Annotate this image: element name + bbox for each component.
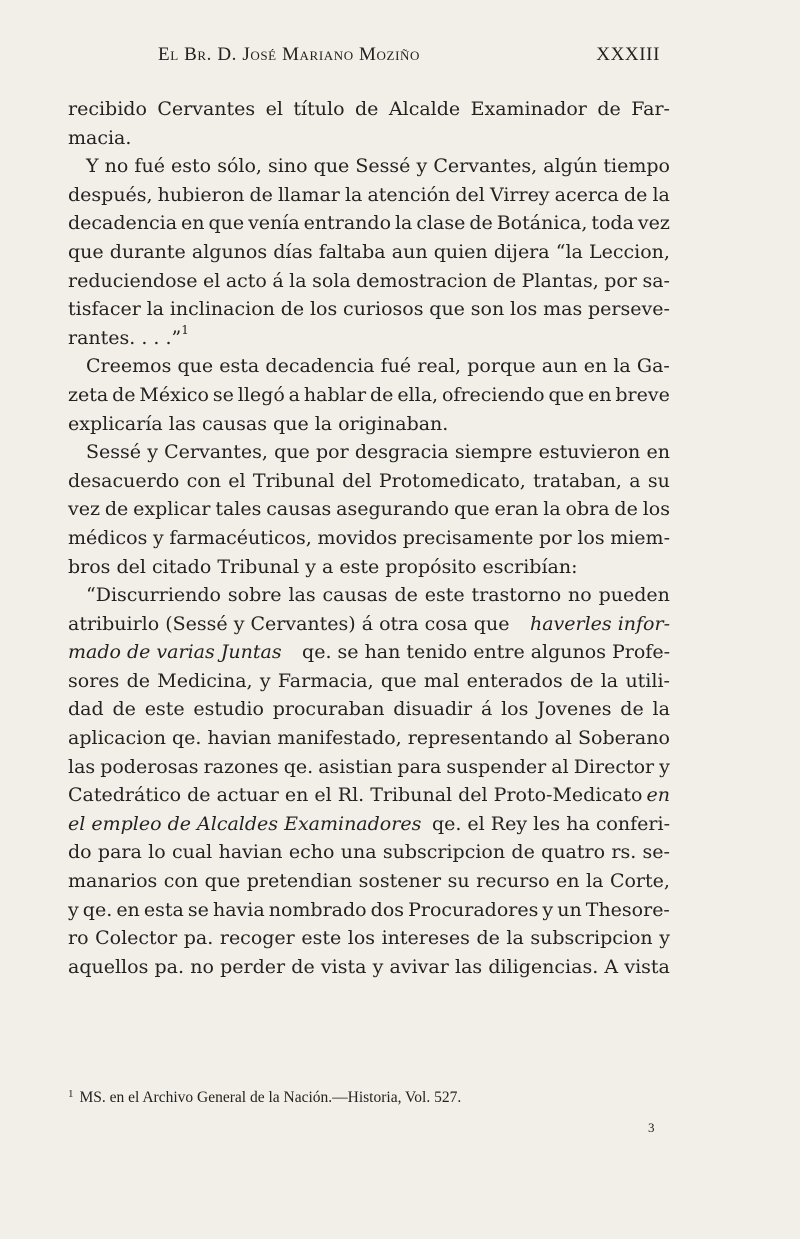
text-line bbox=[68, 610, 670, 639]
text-line: decadencia en que venía entrando la clase de Botánica, toda vez bbox=[68, 212, 670, 235]
text-line: bros del citado Tribunal y a este propósito escribían: bbox=[68, 555, 578, 578]
text-line: después, hubieron de llamar la atención del Virrey acerca de la bbox=[68, 183, 670, 206]
running-head bbox=[70, 44, 660, 74]
block-quote bbox=[68, 581, 670, 981]
paragraph bbox=[68, 95, 670, 152]
signature-mark: 3 bbox=[648, 1120, 655, 1135]
text-line: Sessé y Cervantes, que por desgracia siempre estuvieron en bbox=[86, 441, 670, 464]
text-line: vez de explicar tales causas asegurando que eran la obra de los bbox=[68, 498, 670, 521]
italic-fragment: en bbox=[646, 784, 670, 807]
text-line: y qe. en esta se havia nombrado dos Procuradores y un Thesore- bbox=[68, 898, 670, 921]
text-line: sores de Medicina, y Farmacia, que mal enterados de la utili- bbox=[68, 669, 670, 692]
text-line: aplicacion qe. havian manifestado, representando al Soberano bbox=[68, 727, 670, 750]
text-line bbox=[68, 324, 670, 353]
paragraph bbox=[68, 438, 670, 581]
text-line: aquellos pa. no perder de vista y avivar las diligencias. A vista bbox=[68, 955, 670, 978]
text-line: reduciendose el acto á la sola demostracion de Plantas, por sa- bbox=[68, 269, 670, 292]
paragraph bbox=[68, 352, 670, 438]
footnote-ref: 1 bbox=[181, 322, 189, 337]
italic-fragment: el empleo de Alcaldes Examinadores bbox=[68, 812, 422, 835]
paragraph bbox=[68, 152, 670, 352]
text-line: zeta de México se llegó a hablar de ella, ofreciendo que en breve bbox=[68, 383, 670, 406]
text-line: ro Colector pa. recoger este los intereses de la subscripcion y bbox=[68, 927, 670, 950]
running-head-title: El Br. D. José Mariano Moziño bbox=[158, 44, 420, 65]
text-fragment: Catedrático de actuar en el Rl. Tribunal del Proto-Medicato bbox=[68, 784, 643, 807]
text-line: desacuerdo con el Tribunal del Protomedicato, trataban, a su bbox=[68, 469, 670, 492]
text-line bbox=[68, 810, 670, 839]
text-fragment: atribuirlo (Sessé y Cervantes) á otra cosa que bbox=[68, 612, 510, 635]
italic-fragment: mado de varias Juntas bbox=[68, 641, 282, 664]
text-fragment: qe. el Rey les ha conferi- bbox=[431, 812, 670, 835]
text-line: tisfacer la inclinacion de los curiosos que son los mas perseve- bbox=[68, 298, 670, 321]
page-number: XXXIII bbox=[596, 44, 660, 65]
text-line: macia. bbox=[68, 126, 132, 149]
text-line: do para lo cual havian echo una subscripcion de quatro rs. se- bbox=[68, 841, 670, 864]
footnote-rule bbox=[68, 1080, 188, 1081]
text-line: “Discurriendo sobre las causas de este trastorno no pueden bbox=[86, 584, 670, 607]
footnote-text: MS. en el Archivo General de la Nación.—Historia, Vol. 527. bbox=[79, 1089, 462, 1106]
text-line: que durante algunos días faltaba aun quien dijera “la Leccion, bbox=[68, 240, 670, 263]
italic-fragment: haverles infor- bbox=[529, 612, 670, 635]
text-line: Creemos que esta decadencia fué real, porque aun en la Ga- bbox=[86, 355, 670, 378]
text-fragment: qe. se han tenido entre algunos Profe- bbox=[302, 641, 670, 664]
text-line: las poderosas razones qe. asistian para suspender al Director y bbox=[68, 755, 670, 778]
text-line bbox=[68, 781, 670, 810]
text-line: explicaría las causas que la originaban. bbox=[68, 412, 449, 435]
footnote-marker: 1 bbox=[68, 1088, 74, 1100]
text-fragment: rantes. . . .” bbox=[68, 326, 182, 349]
text-line: médicos y farmacéuticos, movidos precisamente por los miem- bbox=[68, 526, 670, 549]
text-line bbox=[68, 638, 670, 667]
footnote-area bbox=[68, 1080, 670, 1107]
text-line: recibido Cervantes el título de Alcalde Examinador de Far- bbox=[68, 98, 670, 120]
text-line: Y no fué esto sólo, sino que Sessé y Cervantes, algún tiempo bbox=[86, 155, 670, 178]
footnote bbox=[68, 1089, 670, 1107]
text-line: manarios con que pretendian sostener su recurso en la Corte, bbox=[68, 870, 670, 893]
body-text bbox=[68, 95, 670, 981]
text-line: dad de este estudio procuraban disuadir á los Jovenes de la bbox=[68, 698, 670, 721]
